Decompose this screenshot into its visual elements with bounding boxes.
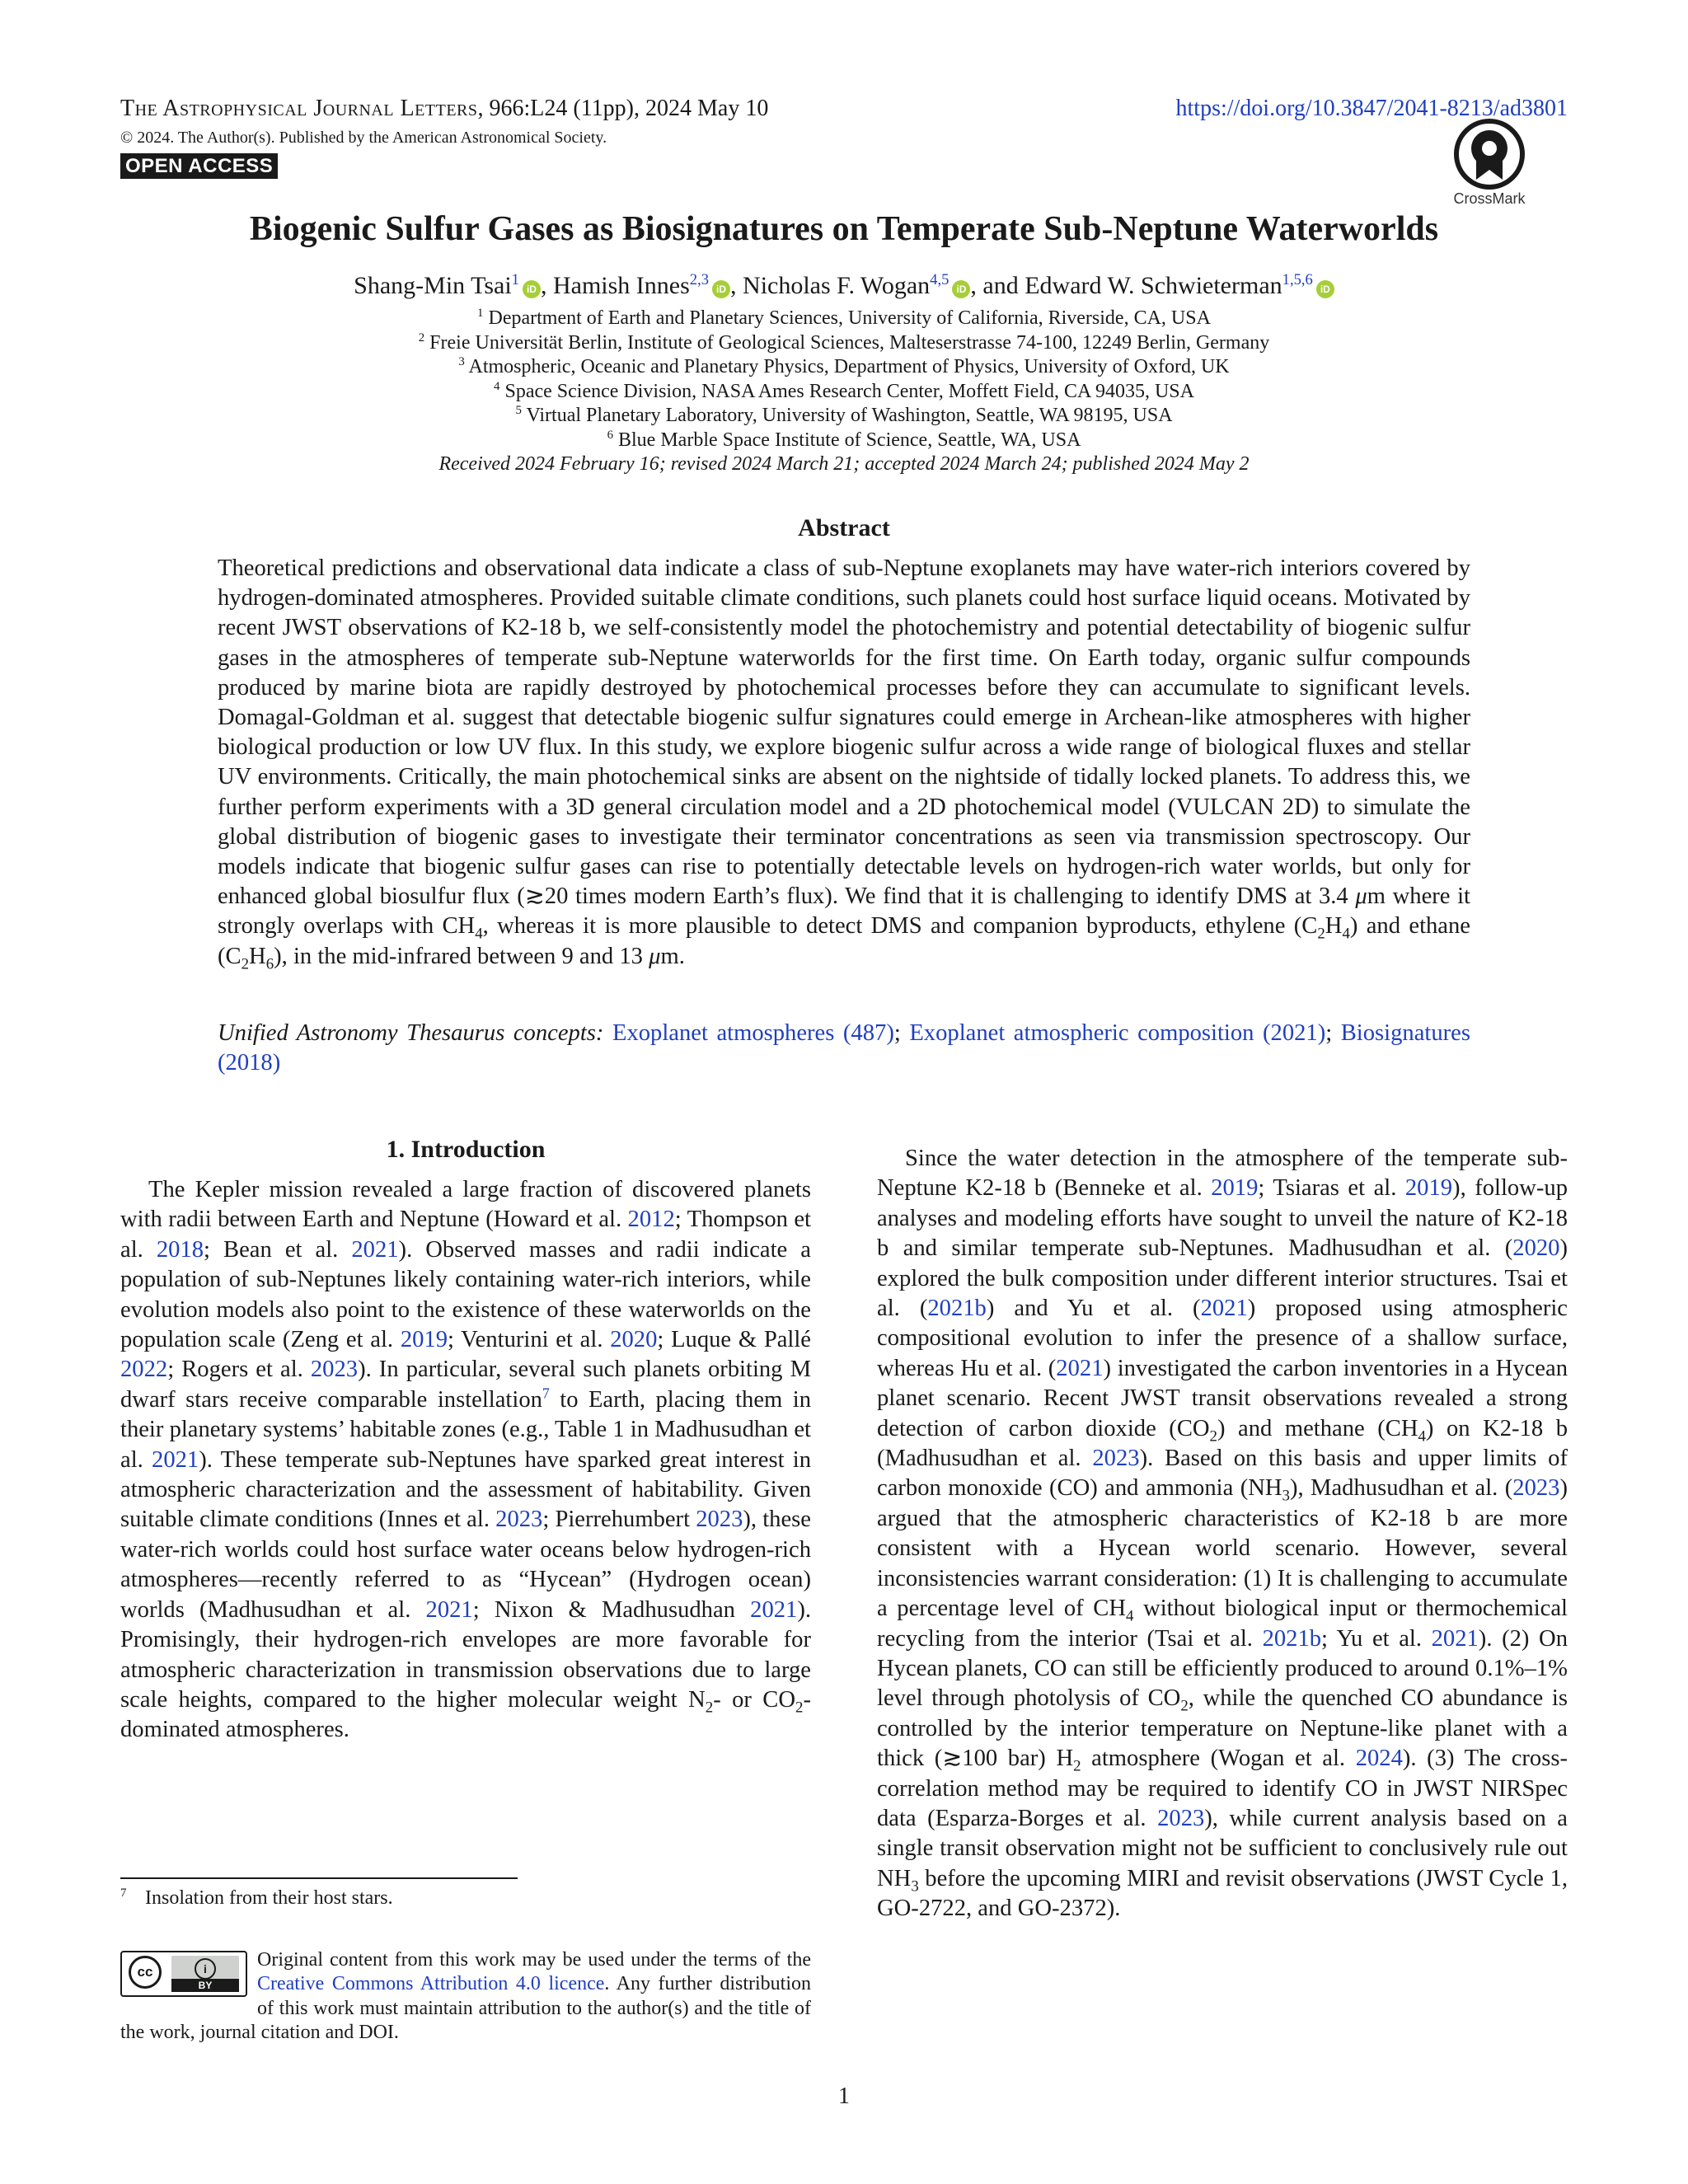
author-name: Nicholas F. Wogan (743, 272, 931, 299)
uat-link-exoplanet-composition[interactable]: Exoplanet atmospheric composition (2021) (909, 1020, 1326, 1046)
intro-paragraph-left (120, 1175, 811, 1746)
citation-link[interactable]: 2023 (1512, 1475, 1560, 1502)
abstract-subscript: 6 (265, 955, 274, 973)
attribution-icon (171, 1956, 239, 1979)
footnote-text: Insolation from their host stars. (145, 1887, 393, 1909)
chem-subscript: 2 (1073, 1757, 1081, 1775)
footnote: $^7$ Insolation from their host stars. (120, 1886, 393, 1909)
section-heading: 1. Introduction (386, 1136, 546, 1163)
author-list (0, 272, 1688, 300)
author-name: Shang-Min Tsai (354, 272, 512, 299)
license-text: Original content from this work may be used under the terms of the (257, 1949, 811, 1971)
citation-link[interactable]: 2019 (1404, 1175, 1453, 1202)
abstract-segment: H (1325, 913, 1343, 940)
chem-subscript: 4 (1126, 1607, 1134, 1625)
uat-label: Unified Astronomy Thesaurus concepts: (218, 1020, 604, 1046)
affiliation-text: Space Science Division, NASA Ames Research Center, Moffett Field, CA 94035, USA (504, 380, 1194, 402)
by-label: BY (171, 1979, 239, 1992)
citation-link[interactable]: 2022 (120, 1357, 168, 1383)
crossmark-icon (1454, 119, 1525, 190)
body-text: ; Nixon & Madhusudhan (472, 1596, 751, 1623)
affiliation-item (0, 331, 1688, 356)
abstract-subscript: 2 (1317, 926, 1325, 944)
citation-link[interactable]: 2023 (1157, 1805, 1205, 1831)
publication-history: Received 2024 February 16; revised 2024 March 21; accepted 2024 March 24; published 2024 May 2 (438, 453, 1250, 475)
affiliation-item (0, 307, 1688, 331)
citation-link[interactable]: 2018 (156, 1236, 204, 1263)
body-text: ; Pierrehumbert (542, 1507, 696, 1533)
body-text: atmosphere (Wogan et al. (1081, 1746, 1356, 1772)
abstract-subscript: 2 (241, 955, 250, 973)
body-text: ). In particular, several such planets orbiting M dwarf stars receive comparable instellation (120, 1357, 811, 1413)
journal-volume: , 966:L24 (11pp), 2024 May 10 (477, 96, 769, 121)
intro-paragraph-right (877, 1144, 1568, 1924)
uat-concepts (218, 1019, 1470, 1078)
chem-subscript: 3 (911, 1877, 919, 1896)
footnote-divider (120, 1877, 518, 1879)
body-text: ; Venturini et al. (448, 1327, 611, 1353)
uat-link-exoplanet-atmospheres[interactable]: Exoplanet atmospheres (487) (612, 1020, 894, 1046)
abstract-segment: Theoretical predictions and observational data indicate a class of sub-Neptune exoplanets may have water-rich interiors covered by hydrogen-dominated atmospheres. Provided suitable climate conditions, such planets could host surface liquid oceans. Motivated by recent JWST observations of K2-18 b, we self-consistently model the photochemistry and potential detectability of biogenic sulfur gases in the atmospheres of temperate sub-Neptune waterworlds for the first time. On Earth today, organic sulfur compounds produced by marine biota are rapidly destroyed by photochemical processes before they can accumulate to significant levels. Domagal-Goldman et al. suggest that detectable biogenic sulfur signatures could emerge in Archean-like atmospheres with higher biological production or low UV flux. In this study, we explore biogenic sulfur across a wide range of biological fluxes and stellar UV environments. Critically, the main photochemical sinks are absent on the nightside of tidally locked planets. To address this, we further perform experiments with a 3D general circulation model and a 2D photochemical model (VULCAN 2D) to simulate the global distribution of biogenic gases to investigate their terminator concentrations as seen via transmission spectroscopy. Our models indicate that biogenic sulfur gases can rise to potentially detectable levels on hydrogen-rich water worlds, but only for enhanced global biosulfur flux (≳20 times modern Earth’s flux). We find that it is challenging to identify DMS at 3.4 (218, 555, 1470, 910)
citation-link[interactable]: 2012 (627, 1207, 675, 1233)
body-text: -dominated atmospheres. (120, 1686, 811, 1743)
footnote-link[interactable]: 7 (542, 1385, 550, 1402)
author-separator: , (540, 272, 553, 299)
affiliation-item (0, 404, 1688, 429)
chem-subscript: 4 (1418, 1427, 1426, 1446)
body-text: ). (2) On Hycean planets, CO can still be efficiently produced to around 0.1%–1% level through photolysis of CO (877, 1625, 1568, 1712)
body-text: ), while current analysis based on a single transit observation might not be sufficient to conclusively rule out NH (877, 1805, 1568, 1891)
uat-link-biosignatures[interactable]: Biosignatures (2018) (218, 1020, 1470, 1076)
citation-link[interactable]: 2021 (750, 1596, 798, 1623)
affiliation-text: Atmospheric, Oceanic and Planetary Physics, Department of Physics, University of Oxford, UK (468, 356, 1230, 377)
citation-link[interactable]: 2020 (1512, 1235, 1560, 1262)
body-text: The Kepler mission revealed a large fraction of discovered planets with radii between Earth and Neptune (Howard et al. (120, 1177, 811, 1233)
citation-link[interactable]: 2021 (152, 1446, 199, 1473)
body-text: ; Rogers et al. (167, 1357, 311, 1383)
body-text: ). Based on this basis and upper limits of carbon monoxide (CO) and ammonia (NH (877, 1446, 1568, 1502)
chem-subscript: 2 (795, 1699, 804, 1717)
affiliation-number: 4 (494, 379, 500, 393)
abstract-segment: m where it strongly overlaps with CH (218, 883, 1471, 940)
author-affiliation-link[interactable]: 4,5 (930, 271, 950, 288)
abstract-segment: H (249, 943, 266, 969)
affiliation-number: 6 (607, 428, 613, 442)
abstract-heading: Abstract (798, 514, 890, 541)
citation-link[interactable]: 2021b (1262, 1625, 1322, 1652)
chem-subscript: 3 (1282, 1488, 1290, 1506)
body-text: ), Madhusudhan et al. ( (1289, 1475, 1513, 1502)
affiliation-item (0, 429, 1688, 453)
citation-link[interactable]: 2023 (1092, 1446, 1140, 1472)
affiliation-text: Department of Earth and Planetary Sciences, University of California, Riverside, CA, USA (488, 307, 1211, 329)
affiliation-item (0, 355, 1688, 380)
citation-link[interactable]: 2021 (1056, 1355, 1104, 1381)
orcid-icon[interactable]: iD (712, 280, 730, 298)
affiliation-number: 1 (477, 307, 484, 320)
body-text: ) and Yu et al. ( (986, 1296, 1201, 1322)
doi-link[interactable]: https://doi.org/10.3847/2041-8213/ad3801 (1175, 96, 1568, 121)
body-text: ). These temperate sub-Neptunes have sparked great interest in atmospheric characterization and the assessment of habitability. Given suitable climate conditions (Innes et al. (120, 1446, 811, 1533)
affiliation-number: 2 (418, 330, 425, 344)
body-text: ) and methane (CH (1217, 1415, 1418, 1441)
body-text: ) explored the bulk composition under different interior structures. Tsai et al. ( (877, 1235, 1568, 1322)
citation-link[interactable]: 2020 (610, 1327, 658, 1353)
license-text: . Any further distribution of this work must maintain attribution to the author(s) and the title of the work, journal citation and DOI. (120, 1973, 811, 2044)
abstract-segment: ), in the mid-infrared between 9 and 13 (274, 943, 649, 969)
body-text: before the upcoming MIRI and revisit observations (JWST Cycle 1, GO-2722, and GO-2372). (877, 1865, 1568, 1922)
copyright-notice: © 2024. The Author(s). Published by the American Astronomical Society. (120, 129, 607, 147)
citation-link[interactable]: 2019 (1211, 1175, 1259, 1202)
abstract-text (218, 554, 1470, 972)
crossmark-label: CrossMark (1453, 190, 1526, 207)
body-text: ), these water-rich worlds could host surface water oceans below hydrogen-rich atmospheres—recently referred to as “Hycean” (Hydrogen ocean) worlds (Madhusudhan et al. (120, 1507, 811, 1623)
abstract-segment: ) and ethane (C (218, 913, 1470, 969)
chem-subscript: 2 (705, 1699, 714, 1717)
uat-separator: ; (1325, 1020, 1341, 1046)
crossmark-button[interactable] (1444, 119, 1535, 208)
page-number: 1 (838, 2083, 850, 2109)
uat-separator: ; (893, 1020, 910, 1046)
journal-name: The Astrophysical Journal Letters (120, 96, 478, 121)
license-notice (120, 1948, 811, 2046)
cc-by-badge-icon[interactable] (120, 1951, 247, 1997)
orcid-icon[interactable]: iD (1316, 280, 1334, 298)
body-text: ), follow-up analyses and modeling efforts have sought to unveil the nature of K2-18 b and similar temperate sub-Neptunes. Madhusudhan et al. ( (877, 1175, 1568, 1262)
body-text: ) investigated the carbon inventories in a Hycean planet scenario. Recent JWST transit observations revealed a strong detection of carbon dioxide (CO (877, 1355, 1568, 1441)
body-text: without biological input or thermochemical recycling from the interior (Tsai et al. (877, 1596, 1568, 1652)
body-text: ) on K2-18 b (Madhusudhan et al. (877, 1415, 1568, 1472)
citation-link[interactable]: 2021 (1431, 1625, 1479, 1652)
abstract-segment: m. (660, 943, 685, 969)
orcid-icon[interactable]: iD (952, 280, 970, 298)
chem-subscript: 2 (1209, 1427, 1217, 1446)
cc-icon: cc (129, 1956, 162, 1989)
body-text: , while the quenched CO abundance is controlled by the interior temperature on Neptune-like planet with a thick (≳100 bar) H (877, 1685, 1568, 1772)
author-affiliation-link[interactable]: 2,3 (689, 271, 710, 288)
abstract-symbol: μ (649, 943, 661, 969)
orcid-icon[interactable]: iD (523, 280, 541, 298)
citation-link[interactable]: 2021 (351, 1236, 399, 1263)
abstract-symbol: μ (1355, 883, 1367, 910)
paper-title: Biogenic Sulfur Gases as Biosignatures on Temperate Sub-Neptune Waterworlds (249, 210, 1439, 248)
citation-link[interactable]: 2021 (425, 1596, 473, 1623)
body-text: ). Observed masses and radii indicate a population of sub-Neptunes likely containing water-rich interiors, while evolution models also point to the existence of these waterworlds on the population scale (Zeng et al. (120, 1236, 811, 1353)
body-text: ; Luque & Pallé (657, 1327, 811, 1353)
body-text: - or CO (713, 1686, 796, 1713)
abstract-subscript: 4 (1342, 926, 1350, 944)
citation-link[interactable]: 2023 (495, 1507, 543, 1533)
citation-link[interactable]: 2023 (310, 1357, 359, 1383)
citation-link[interactable]: 2024 (1355, 1746, 1403, 1772)
body-text: ). (3) The cross-correlation method may be required to identify CO in JWST NIRSpec data (Esparza-Borges et al. (877, 1746, 1568, 1831)
affiliation-list (0, 307, 1688, 477)
affiliation-item (0, 380, 1688, 405)
affiliation-number: 5 (515, 404, 522, 417)
affiliation-text: Freie Universität Berlin, Institute of Geological Sciences, Malteserstrasse 74-100, 12249 Berlin, Germany (429, 331, 1270, 354)
citation-link[interactable]: 2021b (927, 1296, 987, 1322)
author-separator: , and (970, 272, 1025, 299)
citation-link[interactable]: 2023 (696, 1507, 743, 1533)
body-text: ) proposed using atmospheric compositional evolution to infer the presence of a shallow surface, whereas Hu et al. ( (877, 1296, 1568, 1381)
citation-link[interactable]: 2021 (1200, 1296, 1248, 1322)
body-text: to Earth, placing them in their planetary systems’ habitable zones (e.g., Table 1 in Madhusudhan et al. (120, 1386, 811, 1473)
body-text: Since the water detection in the atmosphere of the temperate sub-Neptune K2-18 b (Benneke et al. (877, 1146, 1568, 1202)
author-separator: , (730, 272, 743, 299)
affiliation-text: Virtual Planetary Laboratory, University of Washington, Seattle, WA 98195, USA (526, 405, 1173, 426)
abstract-subscript: 4 (475, 926, 483, 944)
body-text: ; Thompson et al. (120, 1207, 811, 1263)
author-affiliation-link[interactable]: 1,5,6 (1282, 271, 1313, 288)
body-text: ) argued that the atmospheric characteristics of K2-18 b are more consistent with a Hycean world scenario. However, several inconsistencies warrant consideration: (1) It is challenging to accumulate a percentage level of CH (877, 1475, 1568, 1622)
author-name: Edward W. Schwieterman (1025, 272, 1282, 299)
affiliation-number: 3 (458, 355, 465, 368)
abstract-segment: , whereas it is more plausible to detect DMS and companion byproducts, ethylene (C (482, 913, 1318, 940)
journal-citation (120, 96, 768, 122)
author-affiliation-link[interactable]: 1 (511, 271, 519, 288)
affiliation-text: Blue Marble Space Institute of Science, Seattle, WA, USA (618, 429, 1081, 451)
body-text: ). Promisingly, their hydrogen-rich envelopes are more favorable for atmospheric characterization in transmission observations due to large scale heights, compared to the higher molecular weight N (120, 1596, 811, 1713)
citation-link[interactable]: 2019 (400, 1327, 448, 1353)
person-icon: i (195, 1958, 216, 1980)
author-name: Hamish Innes (552, 272, 690, 299)
body-text: ; Bean et al. (204, 1236, 352, 1263)
chem-subscript: 2 (1180, 1698, 1189, 1716)
open-access-badge: OPEN ACCESS (120, 153, 278, 179)
body-text: ; Tsiaras et al. (1258, 1175, 1405, 1202)
license-link[interactable]: Creative Commons Attribution 4.0 licence (257, 1973, 605, 1995)
body-text: ; Yu et al. (1321, 1625, 1432, 1652)
